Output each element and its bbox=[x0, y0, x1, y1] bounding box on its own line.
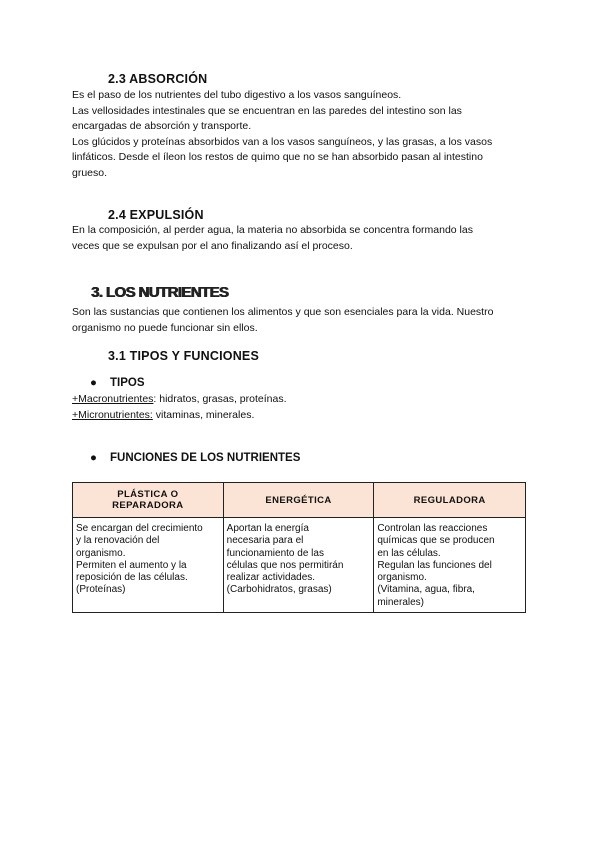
cell-line: Permiten el aumento y la bbox=[76, 559, 187, 571]
cell-line: Regulan las funciones del bbox=[377, 559, 492, 571]
cell-line: (Proteínas) bbox=[76, 584, 126, 596]
macronutrientes-line bbox=[72, 392, 532, 408]
header-reguladora bbox=[374, 483, 526, 518]
cell-line: Controlan las reacciones bbox=[377, 523, 488, 534]
micronutrientes-text: vitaminas, minerales. bbox=[152, 408, 255, 421]
bullet-tipos bbox=[90, 377, 145, 389]
text-line: Son las sustancias que contienen los alimentos y que son esenciales para la vida. Nuestro bbox=[72, 306, 494, 318]
text-line: En la composición, al perder agua, la materia no absorbida se concentra formando las bbox=[72, 224, 473, 236]
section-3-heading: 3. LOS NUTRIENTES bbox=[91, 284, 229, 301]
cell-energetica bbox=[223, 518, 374, 613]
micronutrientes-label: +Micronutrientes: bbox=[72, 408, 153, 421]
table-header-row bbox=[73, 483, 526, 518]
functions-table bbox=[72, 482, 526, 613]
cell-line: funcionamiento de las bbox=[226, 547, 324, 559]
header-reguladora-label: REGULADORA bbox=[413, 494, 486, 506]
section-2-4-body bbox=[72, 223, 532, 254]
bullet-funciones bbox=[90, 452, 300, 464]
table-row bbox=[73, 518, 526, 613]
text-line: veces que se expulsan por el ano finalizando así el proceso. bbox=[72, 239, 353, 252]
bullet-tipos-label: TIPOS bbox=[110, 377, 145, 389]
section-3-1-heading: 3.1 TIPOS Y FUNCIONES bbox=[108, 349, 260, 363]
cell-line: y la renovación del bbox=[76, 535, 160, 547]
cell-reguladora bbox=[374, 518, 526, 613]
text-line: organismo no puede funcionar sin ellos. bbox=[72, 321, 258, 334]
bullet-icon: ● bbox=[90, 452, 97, 464]
header-plastica bbox=[73, 483, 224, 518]
cell-line: Aportan la energía bbox=[226, 523, 309, 534]
cell-line: en las células. bbox=[377, 547, 441, 559]
section-3-body bbox=[72, 305, 532, 336]
cell-line: realizar actividades. bbox=[226, 572, 316, 584]
cell-line: reposición de las células. bbox=[76, 572, 188, 584]
cell-line: células que nos permitirán bbox=[226, 559, 344, 571]
tipos-list bbox=[72, 392, 532, 423]
macronutrientes-label: +Macronutrientes bbox=[72, 393, 154, 405]
section-2-3-body bbox=[72, 88, 532, 181]
text-line: Las vellosidades intestinales que se encuentran en las paredes del intestino son las bbox=[72, 104, 462, 117]
cell-line: (Vitamina, agua, fibra, bbox=[377, 584, 475, 596]
cell-line: minerales) bbox=[377, 596, 424, 608]
text-line: Los glúcidos y proteínas absorbidos van a los vasos sanguíneos, y las grasas, a los vasos bbox=[72, 135, 493, 148]
macronutrientes-text: : hidratos, grasas, proteínas. bbox=[153, 393, 287, 405]
cell-plastica bbox=[73, 518, 224, 613]
header-plastica-label: PLÁSTICA O REPARADORA bbox=[112, 489, 184, 511]
header-energetica-label: ENERGÉTICA bbox=[265, 494, 332, 506]
cell-line: Se encargan del crecimiento bbox=[76, 523, 203, 534]
text-line: grueso. bbox=[72, 166, 108, 179]
bullet-icon: ● bbox=[90, 377, 97, 389]
text-line: Es el paso de los nutrientes del tubo digestivo a los vasos sanguíneos. bbox=[72, 89, 402, 101]
section-2-3-heading: 2.3 ABSORCIÓN bbox=[108, 72, 208, 86]
cell-line: necesaria para el bbox=[226, 535, 304, 547]
cell-line: químicas que se producen bbox=[377, 535, 495, 547]
text-line: encargadas de absorción y transporte. bbox=[72, 120, 252, 132]
text-line: linfáticos. Desde el íleon los restos de quimo que no se han absorbido pasan al intestino bbox=[72, 151, 483, 163]
cell-line: organismo. bbox=[377, 572, 427, 584]
section-2-4-heading: 2.4 EXPULSIÓN bbox=[108, 208, 204, 222]
cell-line: (Carbohidratos, grasas) bbox=[226, 584, 332, 596]
header-energetica bbox=[223, 483, 374, 518]
micronutrientes-line bbox=[72, 408, 532, 424]
bullet-funciones-label: FUNCIONES DE LOS NUTRIENTES bbox=[110, 452, 301, 464]
cell-line: organismo. bbox=[76, 547, 126, 559]
